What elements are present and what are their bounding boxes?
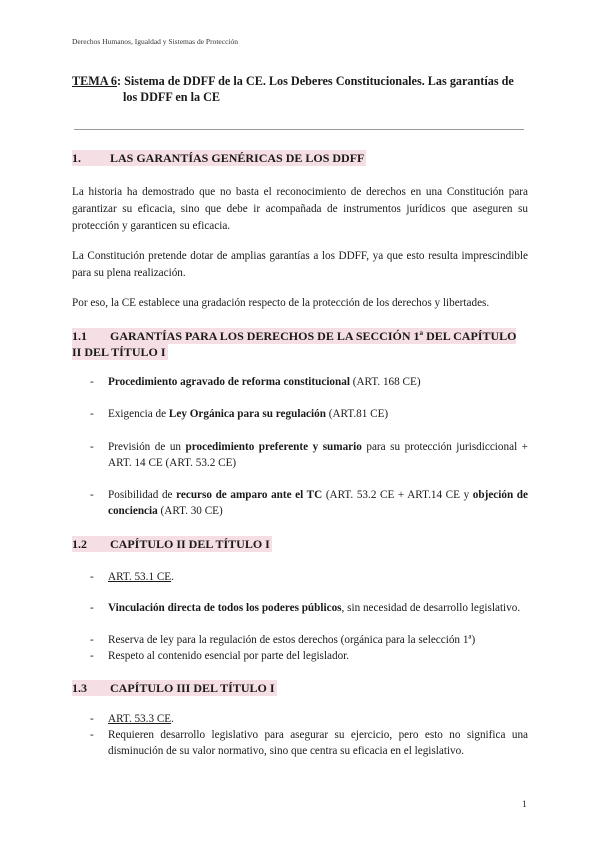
section-1-heading — [72, 150, 527, 166]
item-text: Respeto al contenido esencial por parte del legislador. — [108, 650, 350, 662]
item-text: Reserva de ley para la regulación de estos derechos (orgánica para la selección 1ª) — [108, 634, 476, 646]
title-line-2: los DDFF en la CE — [123, 90, 221, 104]
list-item — [90, 727, 528, 759]
bullet-dash: - — [90, 634, 94, 646]
paragraph: La historia ha demostrado que no basta el reconocimiento de derechos en una Constitución para garantizar su eficacia, sino que debe ir acompañada de instrumentos jurídicos que aseguren su protección y garanticen su eficacia. — [72, 186, 528, 232]
bullet-dash: - — [90, 571, 94, 583]
list-item — [90, 648, 528, 664]
item-text: (ART. 168 CE) — [349, 376, 421, 388]
bullet-dash: - — [90, 713, 94, 725]
item-text: Previsión de un — [108, 441, 186, 453]
list-item — [90, 600, 528, 616]
item-text: para su protección jurisdiccional + ART. 14 CE (ART. 53.2 CE) — [108, 441, 528, 469]
article-reference: ART. 53.3 CE — [108, 713, 172, 725]
section-1-1-title: GARANTÍAS PARA LOS DERECHOS DE LA SECCIÓN 1ª DEL CAPÍTULO II DEL TÍTULO I — [72, 329, 517, 359]
title-colon: : — [117, 74, 125, 88]
article-reference: ART. 53.1 CE — [108, 571, 172, 583]
list-item — [90, 632, 528, 648]
item-text: (ART.81 CE) — [325, 408, 389, 420]
section-1-3-heading — [72, 680, 527, 696]
paragraph: Por eso, la CE establece una gradación respecto de la protección de los derechos y libertades. — [72, 297, 490, 309]
list-item — [90, 439, 528, 471]
bullet-dash: - — [90, 602, 94, 614]
bold-term: Ley Orgánica para su regulación — [168, 408, 326, 420]
page-number: 1 — [522, 800, 527, 810]
bullet-dash: - — [90, 408, 94, 420]
bold-term: Procedimiento agravado de reforma constitucional — [108, 376, 350, 388]
bold-term: objeción de conciencia — [108, 489, 528, 517]
paragraph: La Constitución pretende dotar de amplias garantías a los DDFF, ya que esto resulta imprescindible para su plena realización. — [72, 250, 528, 279]
title-line-1: Sistema de DDFF de la CE. Los Deberes Constitucionales. Las garantías de — [124, 74, 514, 88]
list-item — [90, 569, 528, 585]
section-1-2-number: 1.2 — [72, 537, 87, 551]
bullet-dash: - — [90, 441, 94, 453]
section-1-title: LAS GARANTÍAS GENÉRICAS DE LOS DDFF — [110, 151, 365, 165]
bold-term: recurso de amparo ante el TC — [176, 489, 323, 501]
bold-term: procedimiento preferente y sumario — [185, 441, 362, 453]
document-title — [72, 73, 532, 105]
bullet-dash: - — [90, 650, 94, 662]
section-1-1-number: 1.1 — [72, 329, 87, 343]
list-item — [90, 487, 528, 519]
section-1-number: 1. — [72, 151, 81, 165]
bullet-dash: - — [90, 489, 94, 501]
section-1-3-title: CAPÍTULO III DEL TÍTULO I — [110, 681, 275, 695]
section-1-3-number: 1.3 — [72, 681, 87, 695]
bullet-dash: - — [90, 376, 94, 388]
list-item — [90, 406, 528, 422]
section-1-2-heading — [72, 536, 527, 552]
item-text: , sin necesidad de desarrollo legislativo. — [341, 602, 521, 614]
bold-term: Vinculación directa de todos los poderes públicos — [108, 602, 342, 614]
title-divider — [74, 129, 524, 130]
item-text: Exigencia de — [108, 408, 169, 420]
item-text: Posibilidad de — [108, 489, 177, 501]
bullet-dash: - — [90, 729, 94, 741]
item-text: . — [171, 713, 174, 725]
list-item — [90, 374, 528, 390]
item-text: Requieren desarrollo legislativo para asegurar su ejercicio, pero esto no significa una disminución de su valor normativo, sino que centra su eficacia en el legislativo. — [108, 729, 528, 757]
list-item — [90, 711, 528, 727]
running-header: Derechos Humanos, Igualdad y Sistemas de Protección — [72, 37, 238, 46]
item-text: (ART. 53.2 CE + ART.14 CE y — [322, 489, 473, 501]
section-1-1-heading — [72, 328, 527, 360]
tema-label: TEMA 6 — [72, 74, 118, 88]
item-text: (ART. 30 CE) — [157, 505, 223, 517]
section-1-2-title: CAPÍTULO II DEL TÍTULO I — [110, 537, 270, 551]
item-text: . — [171, 571, 174, 583]
